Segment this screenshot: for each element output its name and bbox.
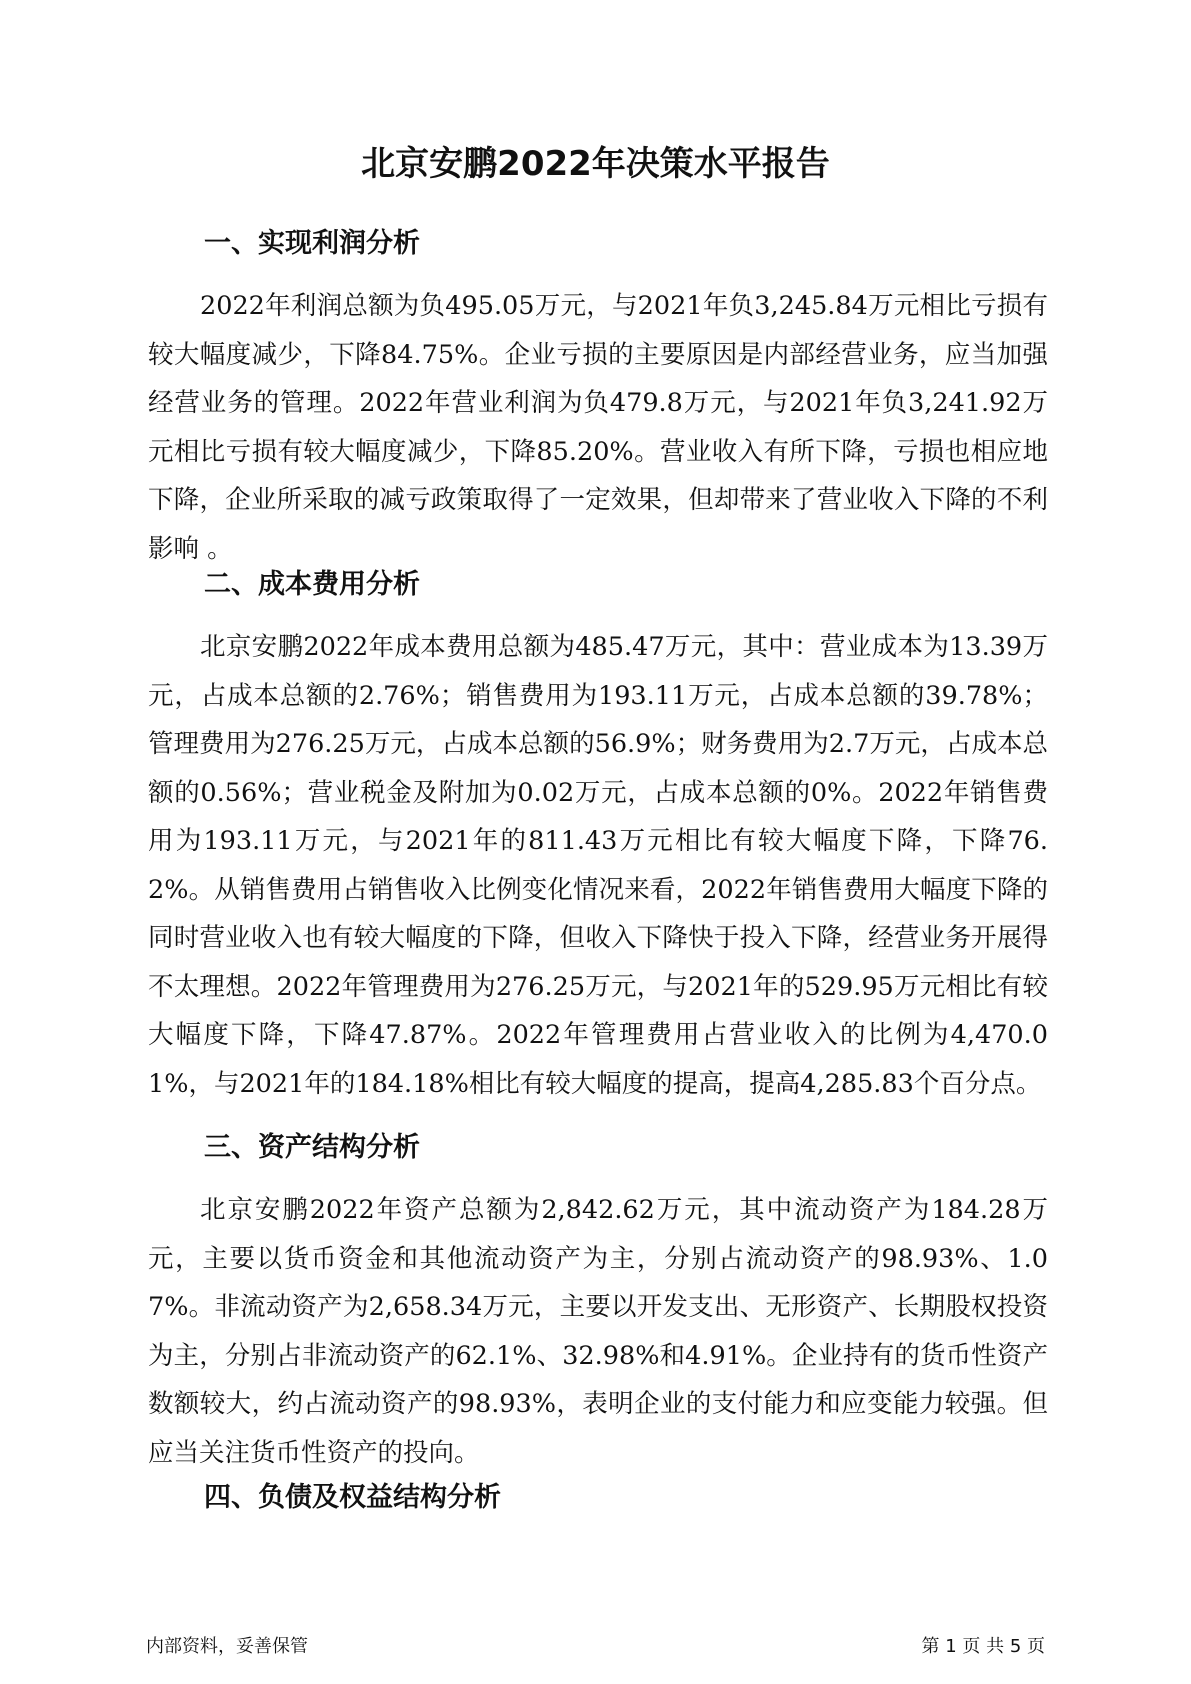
section-paragraph: 2022年利润总额为负495.05万元，与2021年负3,245.84万元相比亏损有较大幅度减少，下降84.75%。企业亏损的主要原因是内部经营业务，应当加强经营业务的管理。2022年营业利润为负479.8万元，与2021年负3,241.92万元相比亏损有较大幅度减少，下降85.20%。营业收入有所下降，亏损也相应地下降，企业所采取的减亏政策取得了一定效果，但却带来了营业收入下降的不利影响 。	[148, 291, 1048, 564]
section-asset-structure	[148, 1128, 1048, 1477]
section-heading: 四、负债及权益结构分析	[204, 1482, 501, 1513]
footer-confidential-note: 内部资料，妥善保管	[146, 1636, 308, 1657]
section-heading: 一、实现利润分析	[204, 228, 420, 259]
page-title: 北京安鹏2022年决策水平报告	[361, 144, 830, 184]
footer-page-number: 第 1 页 共 5 页	[921, 1636, 1045, 1657]
section-paragraph: 北京安鹏2022年成本费用总额为485.47万元，其中：营业成本为13.39万元，占成本总额的2.76%；销售费用为193.11万元，占成本总额的39.78%；管理费用为276.25万元，占成本总额的56.9%；财务费用为2.7万元，占成本总额的0.56%；营业税金及附加为0.02万元，占成本总额的0%。2022年销售费用为193.11万元，与2021年的811.43万元相比有较大幅度下降，下降76.2%。从销售费用占销售收入比例变化情况来看，2022年销售费用大幅度下降的同时营业收入也有较大幅度的下降，但收入下降快于投入下降，经营业务开展得不太理想。2022年管理费用为276.25万元，与2021年的529.95万元相比有较大幅度下降，下降47.87%。2022年管理费用占营业收入的比例为4,470.01%，与2021年的184.18%相比有较大幅度的提高，提高4,285.83个百分点。	[148, 632, 1048, 1099]
section-liability-equity	[148, 1478, 1048, 1518]
section-paragraph: 北京安鹏2022年资产总额为2,842.62万元，其中流动资产为184.28万元，主要以货币资金和其他流动资产为主，分别占流动资产的98.93%、1.07%。非流动资产为2,658.34万元，主要以开发支出、无形资产、长期股权投资为主，分别占非流动资产的62.1%、32.98%和4.91%。企业持有的货币性资产数额较大，约占流动资产的98.93%，表明企业的支付能力和应变能力较强。但应当关注货币性资产的投向。	[148, 1195, 1048, 1468]
section-cost-analysis	[148, 565, 1048, 1108]
section-heading: 三、资产结构分析	[204, 1132, 420, 1163]
section-profit-analysis	[148, 224, 1048, 573]
section-heading: 二、成本费用分析	[204, 569, 420, 600]
